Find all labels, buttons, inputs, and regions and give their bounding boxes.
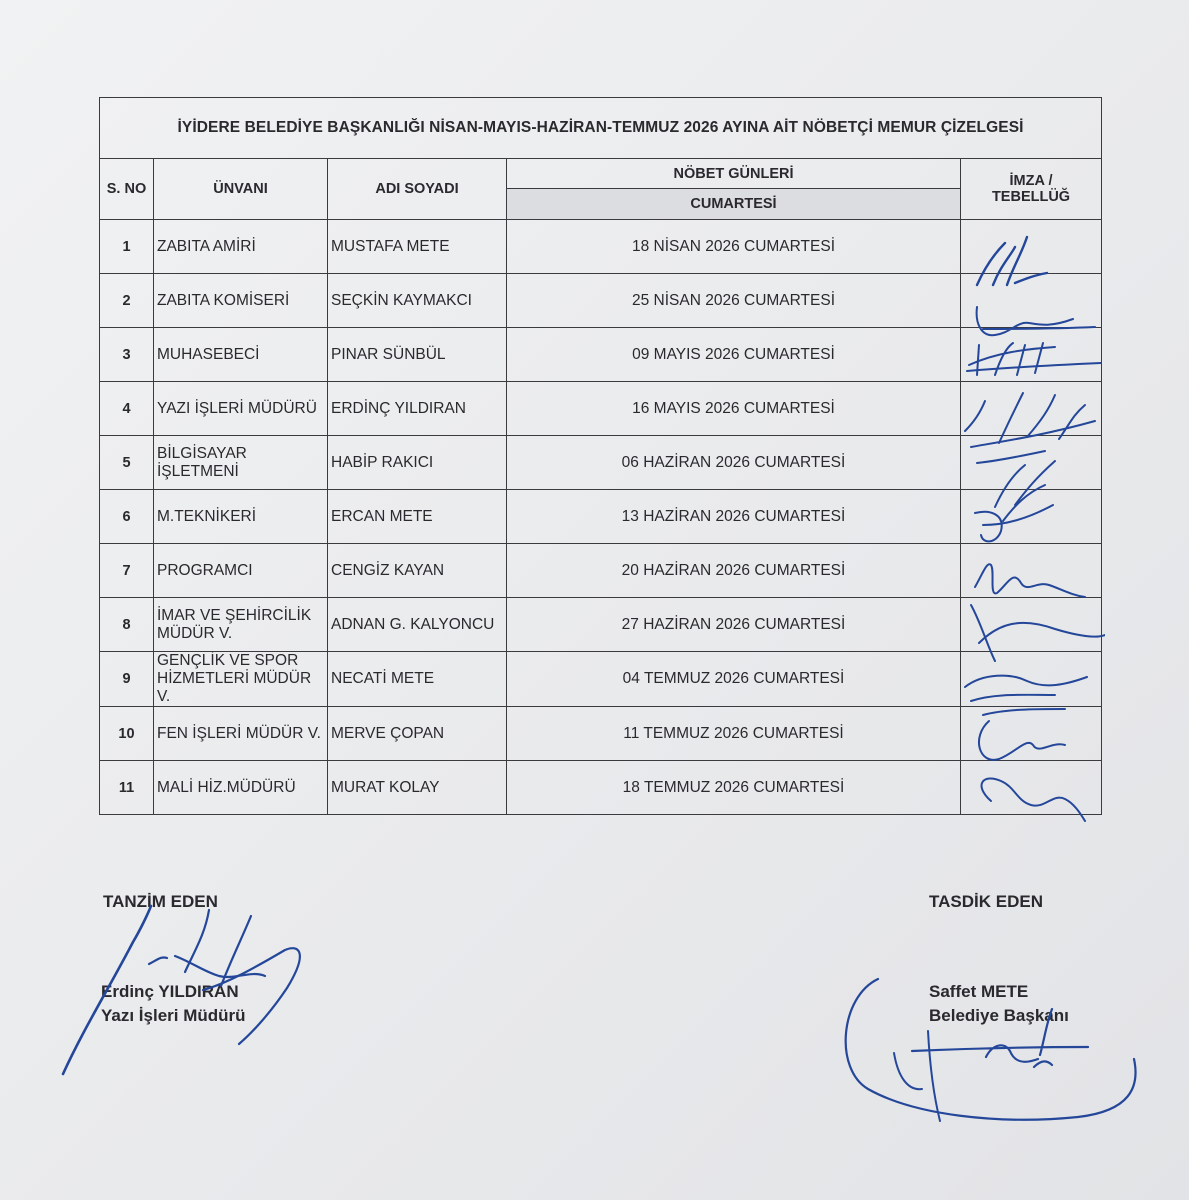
header-cumartesi: CUMARTESİ xyxy=(507,189,961,220)
row-number: 1 xyxy=(100,220,154,274)
row-nobet-gunu: 20 HAZİRAN 2026 CUMARTESİ xyxy=(507,544,961,598)
row-imza-cell xyxy=(961,652,1102,707)
row-unvan: YAZI İŞLERİ MÜDÜRÜ xyxy=(154,382,328,436)
header-nobet-gunleri: NÖBET GÜNLERİ xyxy=(507,159,961,189)
header-sno: S. NO xyxy=(100,159,154,220)
row-number: 10 xyxy=(100,707,154,761)
row-adi-soyadi: NECATİ METE xyxy=(328,652,507,707)
row-imza-cell xyxy=(961,598,1102,652)
duty-roster-table xyxy=(99,97,1102,815)
row-nobet-gunu: 27 HAZİRAN 2026 CUMARTESİ xyxy=(507,598,961,652)
row-number: 6 xyxy=(100,490,154,544)
table-row xyxy=(100,652,1102,707)
row-unvan: ZABITA KOMİSERİ xyxy=(154,274,328,328)
tasdik-eden-role: Belediye Başkanı xyxy=(929,1006,1069,1025)
row-nobet-gunu: 09 MAYIS 2026 CUMARTESİ xyxy=(507,328,961,382)
row-number: 9 xyxy=(100,652,154,707)
row-number: 3 xyxy=(100,328,154,382)
roster-body xyxy=(100,220,1102,815)
tanzim-eden-name: Erdinç YILDIRAN xyxy=(101,982,239,1001)
row-number: 5 xyxy=(100,436,154,490)
tasdik-eden-label: TASDİK EDEN xyxy=(929,892,1043,911)
row-nobet-gunu: 11 TEMMUZ 2026 CUMARTESİ xyxy=(507,707,961,761)
row-adi-soyadi: MUSTAFA METE xyxy=(328,220,507,274)
row-unvan: İMAR VE ŞEHİRCİLİK MÜDÜR V. xyxy=(154,598,328,652)
row-adi-soyadi: PINAR SÜNBÜL xyxy=(328,328,507,382)
row-nobet-gunu: 13 HAZİRAN 2026 CUMARTESİ xyxy=(507,490,961,544)
header-unvani: ÜNVANI xyxy=(154,159,328,220)
row-unvan: MUHASEBECİ xyxy=(154,328,328,382)
row-imza-cell xyxy=(961,328,1102,382)
table-row xyxy=(100,490,1102,544)
row-adi-soyadi: MURAT KOLAY xyxy=(328,761,507,815)
row-number: 2 xyxy=(100,274,154,328)
table-row xyxy=(100,544,1102,598)
table-row xyxy=(100,328,1102,382)
row-imza-cell xyxy=(961,436,1102,490)
tanzim-eden-label: TANZİM EDEN xyxy=(103,892,218,911)
row-number: 7 xyxy=(100,544,154,598)
row-nobet-gunu: 06 HAZİRAN 2026 CUMARTESİ xyxy=(507,436,961,490)
row-imza-cell xyxy=(961,490,1102,544)
row-unvan: FEN İŞLERİ MÜDÜR V. xyxy=(154,707,328,761)
table-row xyxy=(100,274,1102,328)
row-adi-soyadi: ADNAN G. KALYONCU xyxy=(328,598,507,652)
row-imza-cell xyxy=(961,220,1102,274)
tasdik-eden-name: Saffet METE xyxy=(929,982,1029,1001)
row-nobet-gunu: 04 TEMMUZ 2026 CUMARTESİ xyxy=(507,652,961,707)
row-unvan: GENÇLİK VE SPOR HİZMETLERİ MÜDÜR V. xyxy=(154,652,328,707)
row-number: 11 xyxy=(100,761,154,815)
row-unvan: BİLGİSAYAR İŞLETMENİ xyxy=(154,436,328,490)
row-adi-soyadi: SEÇKİN KAYMAKCI xyxy=(328,274,507,328)
row-unvan: PROGRAMCI xyxy=(154,544,328,598)
table-row xyxy=(100,761,1102,815)
header-imza-line1: İMZA / xyxy=(1009,173,1053,189)
row-adi-soyadi: CENGİZ KAYAN xyxy=(328,544,507,598)
row-imza-cell xyxy=(961,274,1102,328)
row-unvan: MALİ HİZ.MÜDÜRÜ xyxy=(154,761,328,815)
header-adi-soyadi: ADI SOYADI xyxy=(328,159,507,220)
table-row xyxy=(100,220,1102,274)
table-row xyxy=(100,707,1102,761)
row-imza-cell xyxy=(961,382,1102,436)
table-row xyxy=(100,382,1102,436)
row-imza-cell xyxy=(961,707,1102,761)
row-adi-soyadi: HABİP RAKICI xyxy=(328,436,507,490)
document-title: İYİDERE BELEDİYE BAŞKANLIĞI NİSAN-MAYIS-HAZİRAN-TEMMUZ 2026 AYINA AİT NÖBETÇİ MEMUR ÇİZELGESİ xyxy=(100,98,1102,159)
row-number: 8 xyxy=(100,598,154,652)
header-imza xyxy=(961,159,1102,220)
row-adi-soyadi: ERCAN METE xyxy=(328,490,507,544)
row-unvan: ZABITA AMİRİ xyxy=(154,220,328,274)
header-imza-line2: TEBELLÜĞ xyxy=(991,189,1071,205)
row-nobet-gunu: 18 TEMMUZ 2026 CUMARTESİ xyxy=(507,761,961,815)
table-row xyxy=(100,436,1102,490)
row-adi-soyadi: ERDİNÇ YILDIRAN xyxy=(328,382,507,436)
tanzim-eden-role: Yazı İşleri Müdürü xyxy=(101,1006,246,1025)
row-imza-cell xyxy=(961,544,1102,598)
row-nobet-gunu: 18 NİSAN 2026 CUMARTESİ xyxy=(507,220,961,274)
row-nobet-gunu: 16 MAYIS 2026 CUMARTESİ xyxy=(507,382,961,436)
row-imza-cell xyxy=(961,761,1102,815)
row-number: 4 xyxy=(100,382,154,436)
row-unvan: M.TEKNİKERİ xyxy=(154,490,328,544)
row-adi-soyadi: MERVE ÇOPAN xyxy=(328,707,507,761)
table-row xyxy=(100,598,1102,652)
row-nobet-gunu: 25 NİSAN 2026 CUMARTESİ xyxy=(507,274,961,328)
